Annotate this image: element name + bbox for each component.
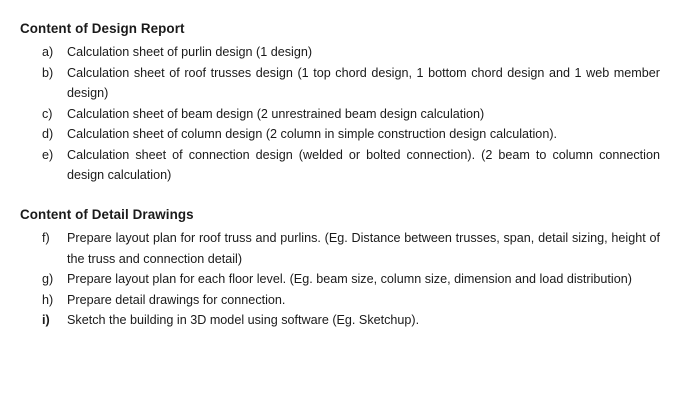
- list-item-d: [20, 124, 660, 145]
- list-item-text: Calculation sheet of beam design (2 unrestrained beam design calculation): [67, 106, 485, 121]
- list-marker: d): [42, 127, 54, 141]
- list-item-c: [20, 104, 660, 125]
- list-item-b: [20, 63, 660, 104]
- detail-drawings-heading: Content of Detail Drawings: [20, 207, 194, 222]
- list-item-e: [20, 145, 660, 186]
- list-item-text: Prepare layout plan for each floor level. (Eg. beam size, column size, dimension and load distribution): [67, 272, 632, 286]
- detail-drawings-list: [20, 228, 660, 331]
- list-marker: c): [42, 106, 53, 121]
- list-marker: a): [42, 45, 54, 59]
- list-item-f: [20, 228, 660, 269]
- list-item-text: Calculation sheet of roof trusses design (1 top chord design, 1 bottom chord design and 1 web member design): [67, 65, 660, 100]
- list-marker: f): [42, 231, 50, 245]
- list-item-text: Prepare detail drawings for connection.: [67, 292, 286, 307]
- list-marker: i): [42, 313, 50, 327]
- list-marker: h): [42, 292, 54, 307]
- list-item-text: Sketch the building in 3D model using software (Eg. Sketchup).: [67, 313, 420, 327]
- list-item-text: Calculation sheet of connection design (welded or bolted connection). (2 beam to column connection design calculation): [67, 147, 660, 182]
- list-item-i: [20, 310, 660, 331]
- list-item-a: [20, 42, 660, 63]
- list-marker: b): [42, 65, 54, 80]
- list-item-g: [20, 269, 660, 290]
- list-marker: e): [42, 147, 54, 162]
- design-report-heading: Content of Design Report: [20, 21, 185, 36]
- list-item-text: Calculation sheet of column design (2 column in simple construction design calculation).: [67, 127, 558, 141]
- list-item-text: Calculation sheet of purlin design (1 design): [67, 45, 313, 59]
- design-report-section: [20, 20, 660, 186]
- list-item-text: Prepare layout plan for roof truss and purlins. (Eg. Distance between trusses, span, detail sizing, height of the truss and connection detail): [67, 231, 660, 266]
- design-report-list: [20, 42, 660, 186]
- detail-drawings-section: [20, 206, 660, 331]
- list-item-h: [20, 290, 660, 311]
- list-marker: g): [42, 272, 54, 286]
